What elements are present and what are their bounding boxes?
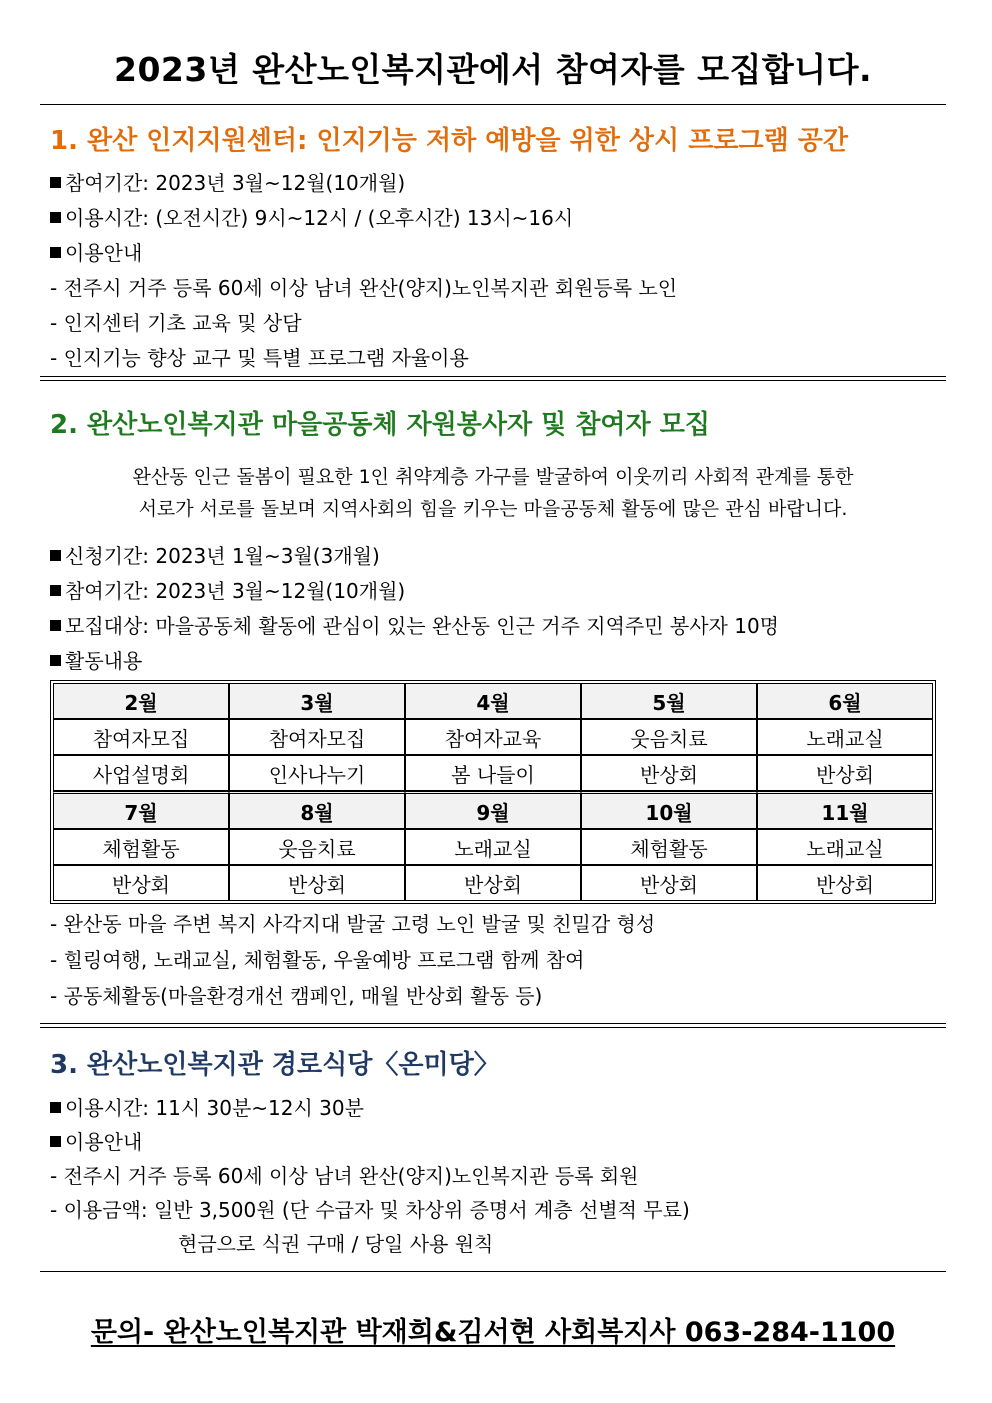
section3-heading: 3. 완산노인복지관 경로식당〈온미당〉 — [50, 1050, 500, 1080]
bullet-square-icon — [50, 247, 61, 258]
bullet-square-icon — [50, 177, 61, 188]
bullet-square-icon — [50, 1102, 61, 1113]
section1-period: 참여기간: 2023년 3월~12월(10개월) — [50, 167, 405, 196]
month-cell: 5월 — [581, 683, 757, 719]
month-cell: 4월 — [405, 683, 581, 719]
activity-cell: 반상회 — [757, 865, 933, 901]
activity-table — [50, 680, 936, 904]
section3-dash-1: - 전주시 거주 등록 60세 이상 남녀 완산(양지)노인복지관 등록 회원 — [50, 1164, 639, 1188]
activity-cell: 사업설명회 — [53, 755, 229, 791]
section2-apply-period: 신청기간: 2023년 1월~3월(3개월) — [50, 540, 380, 569]
section2-dash-3: - 공동체활동(마을환경개선 캠페인, 매월 반상회 활동 등) — [50, 984, 543, 1008]
table-row-months — [53, 791, 933, 829]
activity-cell: 참여자모집 — [229, 719, 405, 755]
activity-cell: 노래교실 — [405, 829, 581, 865]
divider-double — [40, 1023, 946, 1028]
table-row — [53, 865, 933, 901]
month-cell: 2월 — [53, 683, 229, 719]
section2-heading: 2. 완산노인복지관 마을공동체 자원봉사자 및 참여자 모집 — [50, 410, 710, 440]
page-title: 2023년 완산노인복지관에서 참여자를 모집합니다. — [113, 50, 873, 89]
table-row — [53, 829, 933, 865]
activity-cell: 봄 나들이 — [405, 755, 581, 791]
activity-cell: 반상회 — [229, 865, 405, 901]
activity-cell: 웃음치료 — [581, 719, 757, 755]
month-cell: 3월 — [229, 683, 405, 719]
activity-cell: 노래교실 — [757, 829, 933, 865]
month-cell: 8월 — [229, 791, 405, 829]
activity-cell: 반상회 — [53, 865, 229, 901]
month-cell: 6월 — [757, 683, 933, 719]
table-row-months — [53, 683, 933, 719]
section1-heading: 1. 완산 인지지원센터: 인지기능 저하 예방을 위한 상시 프로그램 공간 — [50, 126, 848, 156]
activity-cell: 반상회 — [405, 865, 581, 901]
section1-dash-1: - 전주시 거주 등록 60세 이상 남녀 완산(양지)노인복지관 회원등록 노인 — [50, 276, 678, 300]
activity-cell: 반상회 — [757, 755, 933, 791]
month-cell: 10월 — [581, 791, 757, 829]
activity-cell: 인사나누기 — [229, 755, 405, 791]
contact-footer: 문의- 완산노인복지관 박재희&김서현 사회복지사 063-284-1100 — [90, 1317, 896, 1348]
table-row — [53, 719, 933, 755]
table-row — [53, 755, 933, 791]
month-cell: 7월 — [53, 791, 229, 829]
section3-note: 현금으로 식권 구매 / 당일 사용 원칙 — [178, 1232, 494, 1256]
section2-intro-1: 완산동 인근 돌봄이 필요한 1인 취약계층 가구를 발굴하여 이웃끼리 사회적 관계를 통한 — [132, 466, 854, 488]
section1-dash-2: - 인지센터 기초 교육 및 상담 — [50, 311, 302, 335]
section1-guide: 이용안내 — [50, 237, 142, 266]
bullet-square-icon — [50, 1136, 61, 1147]
section2-dash-1: - 완산동 마을 주변 복지 사각지대 발굴 고령 노인 발굴 및 친밀감 형성 — [50, 912, 656, 936]
activity-cell: 참여자교육 — [405, 719, 581, 755]
month-cell: 11월 — [757, 791, 933, 829]
activity-cell: 참여자모집 — [53, 719, 229, 755]
activity-cell: 반상회 — [581, 865, 757, 901]
section2-participation-period: 참여기간: 2023년 3월~12월(10개월) — [50, 575, 405, 604]
section2-intro-2: 서로가 서로를 돌보며 지역사회의 힘을 키우는 마을공동체 활동에 많은 관심 바랍니다. — [138, 498, 848, 520]
section1-dash-3: - 인지기능 향상 교구 및 특별 프로그램 자율이용 — [50, 346, 469, 370]
bullet-square-icon — [50, 550, 61, 561]
bullet-square-icon — [50, 655, 61, 666]
month-cell: 9월 — [405, 791, 581, 829]
section1-hours: 이용시간: (오전시간) 9시~12시 / (오후시간) 13시~16시 — [50, 202, 573, 231]
bullet-square-icon — [50, 620, 61, 631]
section3-guide: 이용안내 — [50, 1126, 142, 1155]
section3-hours: 이용시간: 11시 30분~12시 30분 — [50, 1092, 364, 1121]
section3-dash-2: - 이용금액: 일반 3,500원 (단 수급자 및 차상위 증명서 계층 선별적 무료) — [50, 1198, 690, 1222]
activity-cell: 체험활동 — [53, 829, 229, 865]
divider — [40, 1271, 946, 1272]
activity-cell: 반상회 — [581, 755, 757, 791]
section2-target: 모집대상: 마을공동체 활동에 관심이 있는 완산동 인근 거주 지역주민 봉사자 10명 — [50, 610, 779, 639]
section2-dash-2: - 힐링여행, 노래교실, 체험활동, 우울예방 프로그램 함께 참여 — [50, 948, 585, 972]
activity-cell: 웃음치료 — [229, 829, 405, 865]
section2-activities-label: 활동내용 — [50, 645, 142, 674]
divider — [40, 104, 946, 105]
bullet-square-icon — [50, 212, 61, 223]
divider-double — [40, 376, 946, 381]
activity-cell: 체험활동 — [581, 829, 757, 865]
activity-cell: 노래교실 — [757, 719, 933, 755]
bullet-square-icon — [50, 585, 61, 596]
